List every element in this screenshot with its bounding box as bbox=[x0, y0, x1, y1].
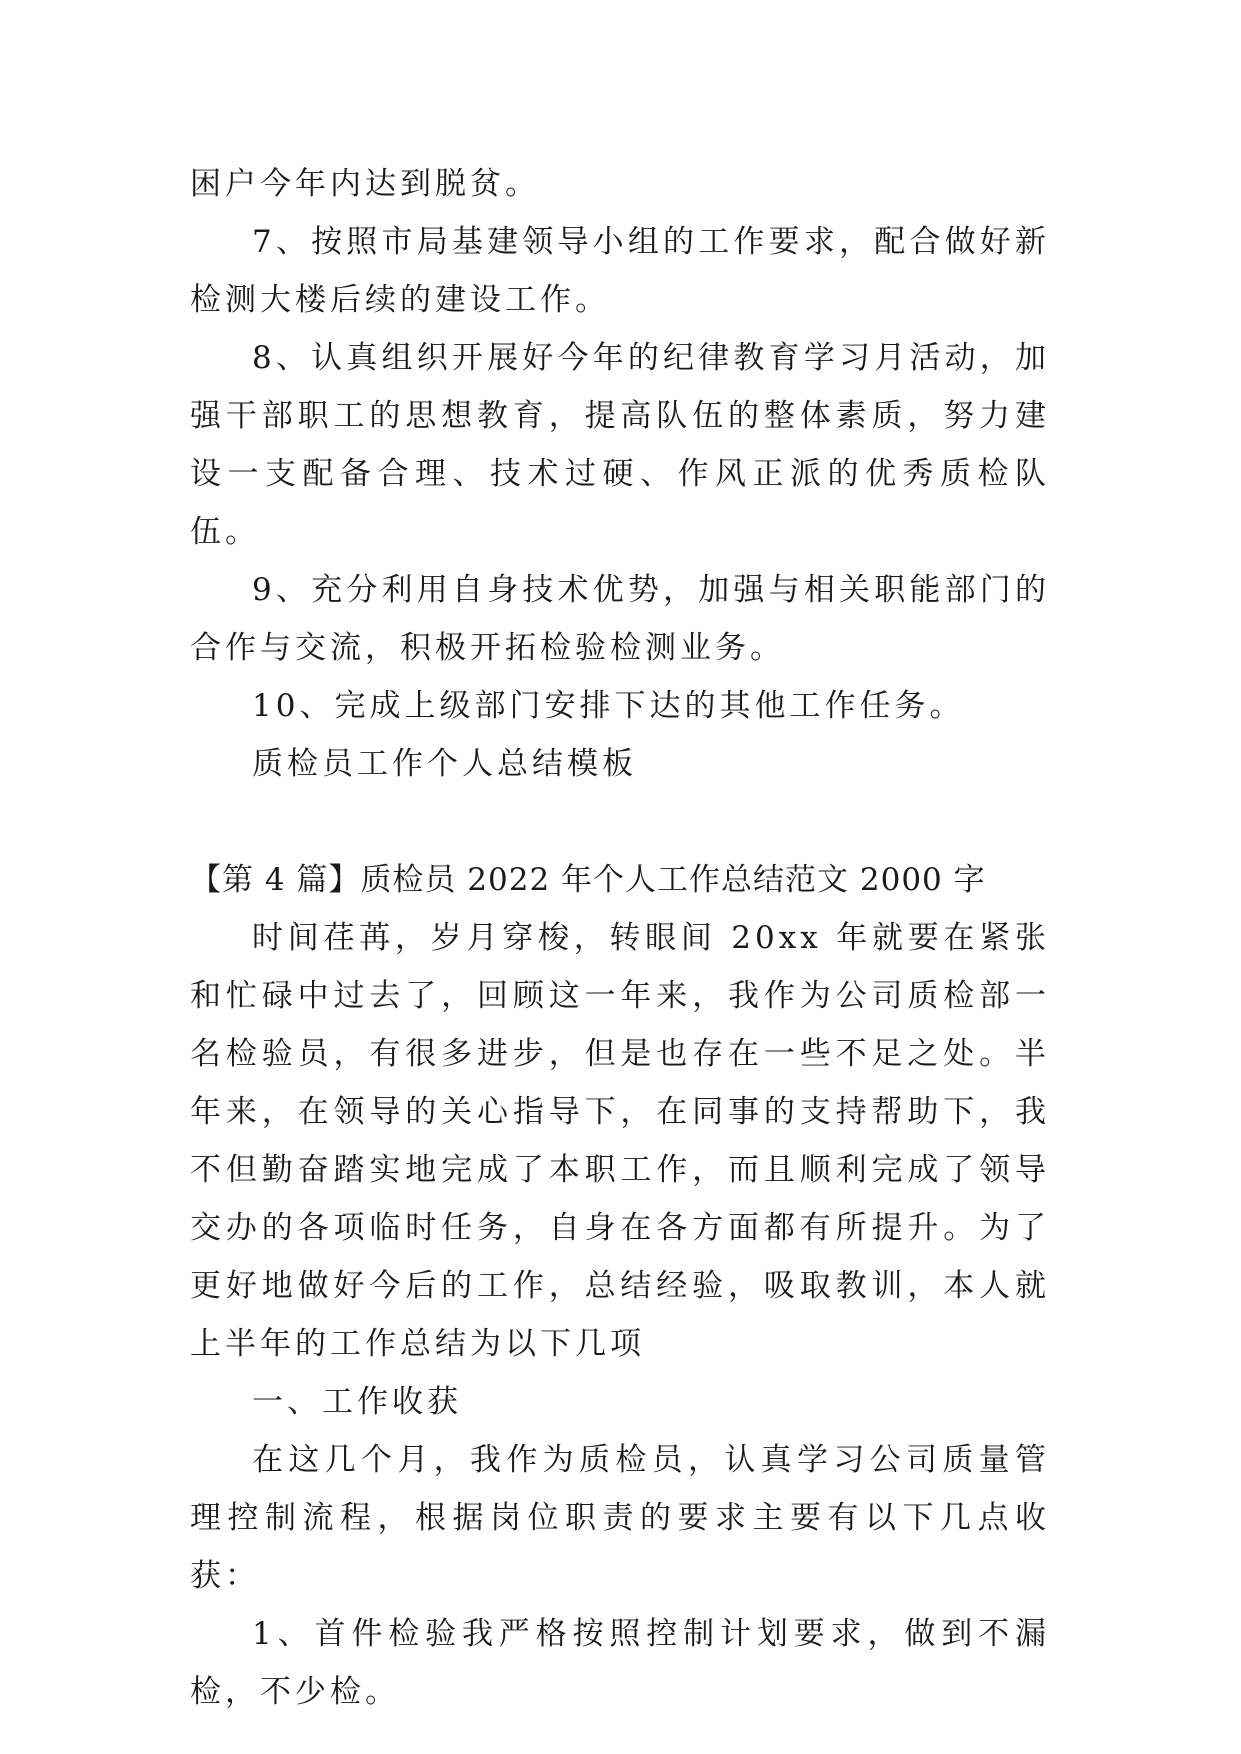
section-heading: 【第 4 篇】质检员 2022 年个人工作总结范文 2000 字 bbox=[190, 862, 986, 898]
paragraph-intro: 时间荏苒，岁月穿梭，转眼间 20xx 年就要在紧张和忙碌中过去了，回顾这一年来，我作为公司质检部一名检验员，有很多进步，但是也存在一些不足之处。半年来，在领导的关心指导下，在同事的支持帮助下，我不但勤奋踏实地完成了本职工作，而且顺利完成了领导交办的各项临时任务，自身在各方面都有所提升。为了更好地做好今后的工作，总结经验，吸取教训，本人就上半年的工作总结为以下几项 bbox=[190, 920, 1050, 1362]
paragraph-item-9: 9、充分利用自身技术优势，加强与相关职能部门的合作与交流，积极开拓检验检测业务。 bbox=[190, 572, 1050, 666]
paragraph-item-7: 7、按照市局基建领导小组的工作要求，配合做好新检测大楼后续的建设工作。 bbox=[190, 224, 1050, 318]
paragraph-item-8: 8、认真组织开展好今年的纪律教育学习月活动，加强干部职工的思想教育，提高队伍的整体素质，努力建设一支配备合理、技术过硬、作风正派的优秀质检队伍。 bbox=[190, 340, 1050, 550]
paragraph-continuation: 困户今年内达到脱贫。 bbox=[190, 166, 540, 202]
subheading-work-gains: 一、工作收获 bbox=[252, 1384, 462, 1420]
document-body bbox=[190, 155, 1050, 1721]
paragraph-gains-intro: 在这几个月，我作为质检员，认真学习公司质量管理控制流程，根据岗位职责的要求主要有以下几点收获： bbox=[190, 1442, 1050, 1594]
paragraph-template-title: 质检员工作个人总结模板 bbox=[252, 746, 637, 782]
paragraph-item-10: 10、完成上级部门安排下达的其他工作任务。 bbox=[252, 688, 965, 724]
section-gap bbox=[190, 793, 1050, 851]
paragraph-gain-1: 1、首件检验我严格按照控制计划要求，做到不漏检，不少检。 bbox=[190, 1616, 1050, 1710]
